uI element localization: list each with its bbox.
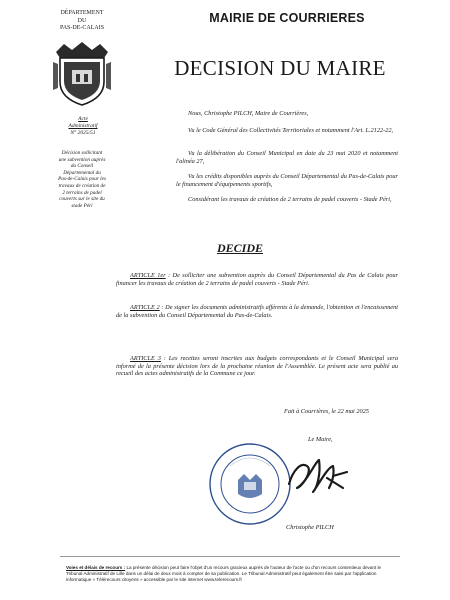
- article-2-text: : De signer les documents administratifs afférents à la demande, l'obtention et l'encaissement de la subvention du Conseil Départemental du Pas-de-Calais.: [116, 304, 398, 319]
- date-place: Fait à Courrières, le 22 mai 2025: [284, 408, 369, 415]
- coat-of-arms-icon: [50, 38, 114, 108]
- footer-text: La présente décision peut faire l'objet d'un recours gracieux auprès de l'auteur de l'acte ou d'un recours contentieux devant le Tribunal Administratif de Lille dans un délai de deux mois à compter de sa publication. Le Tribunal Administratif peut également être saisi par l'application informatique « Télérecours citoyens » accessible par le site internet www.telerecours.fr: [66, 565, 382, 582]
- legal-footer: [66, 565, 396, 582]
- article-1-label: ARTICLE 1er: [130, 272, 166, 279]
- side-note: Décision sollicitant une subvention auprès du Conseil Départemental du Pas-de-Calais pour les travaux de création de 2 terrains de padel couverts sur le site du stade Péri: [58, 150, 106, 209]
- department-line-2: DU: [77, 17, 87, 24]
- article-2-label: ARTICLE 2: [130, 304, 160, 311]
- acte-number: N° 2025/51: [70, 130, 96, 136]
- department-line-1: DÉPARTEMENT: [60, 10, 104, 16]
- preamble-intro: Nous, Christophe PILCH, Maire de Courrières,: [188, 110, 309, 117]
- signatory-name: Christophe PILCH: [286, 524, 334, 531]
- department-line-3: PAS-DE-CALAIS: [59, 25, 105, 31]
- article-2: [116, 304, 398, 319]
- mairie-heading: MAIRIE DE COURRIERES: [209, 11, 365, 25]
- preamble-vu-credits: Vu les crédits disponibles auprès du Conseil Départemental du Pas-de-Calais pour le financement d'équipements sportifs,: [176, 173, 398, 188]
- preamble-vu-deliberation: Vu la délibération du Conseil Municipal en date du 23 mai 2020 et notamment l'alinéa 27,: [176, 150, 398, 165]
- article-1-text: : De solliciter une subvention auprès du Conseil Départemental du Pas de Calais pour financer les travaux de création de 2 terrains de padel couverts - Stade Péri.: [116, 272, 398, 287]
- footer-divider: [60, 556, 400, 557]
- page-title: DECISION DU MAIRE: [174, 56, 386, 80]
- department-name: [46, 10, 118, 33]
- article-3: [116, 355, 398, 378]
- preamble-vu-code: Vu le Code Général des Collectivités Territoriales et notamment l'Art. L.2122-22,: [188, 127, 394, 134]
- municipal-stamp-icon: [208, 442, 292, 526]
- footer-label: Voies et délais de recours :: [66, 565, 126, 570]
- preamble-considerant: Considérant les travaux de création de 2 terrains de padel couverts - Stade Péri,: [188, 196, 392, 203]
- decide-heading: DECIDE: [216, 241, 263, 255]
- article-3-text: : Les recettes seront inscrites aux budgets correspondants et le Conseil Municipal sera informé de la présente décision lors de la prochaine réunion de l'Assemblée. Le présent acte sera publié au recueil des actes administratifs de la Commune ce jour.: [116, 355, 398, 378]
- handwritten-signature-icon: [283, 448, 355, 498]
- article-3-label: ARTICLE 3: [130, 355, 161, 362]
- article-1: [116, 272, 398, 287]
- acte-label: Acte Administratif: [68, 116, 98, 129]
- signatory-title: Le Maire,: [308, 436, 333, 443]
